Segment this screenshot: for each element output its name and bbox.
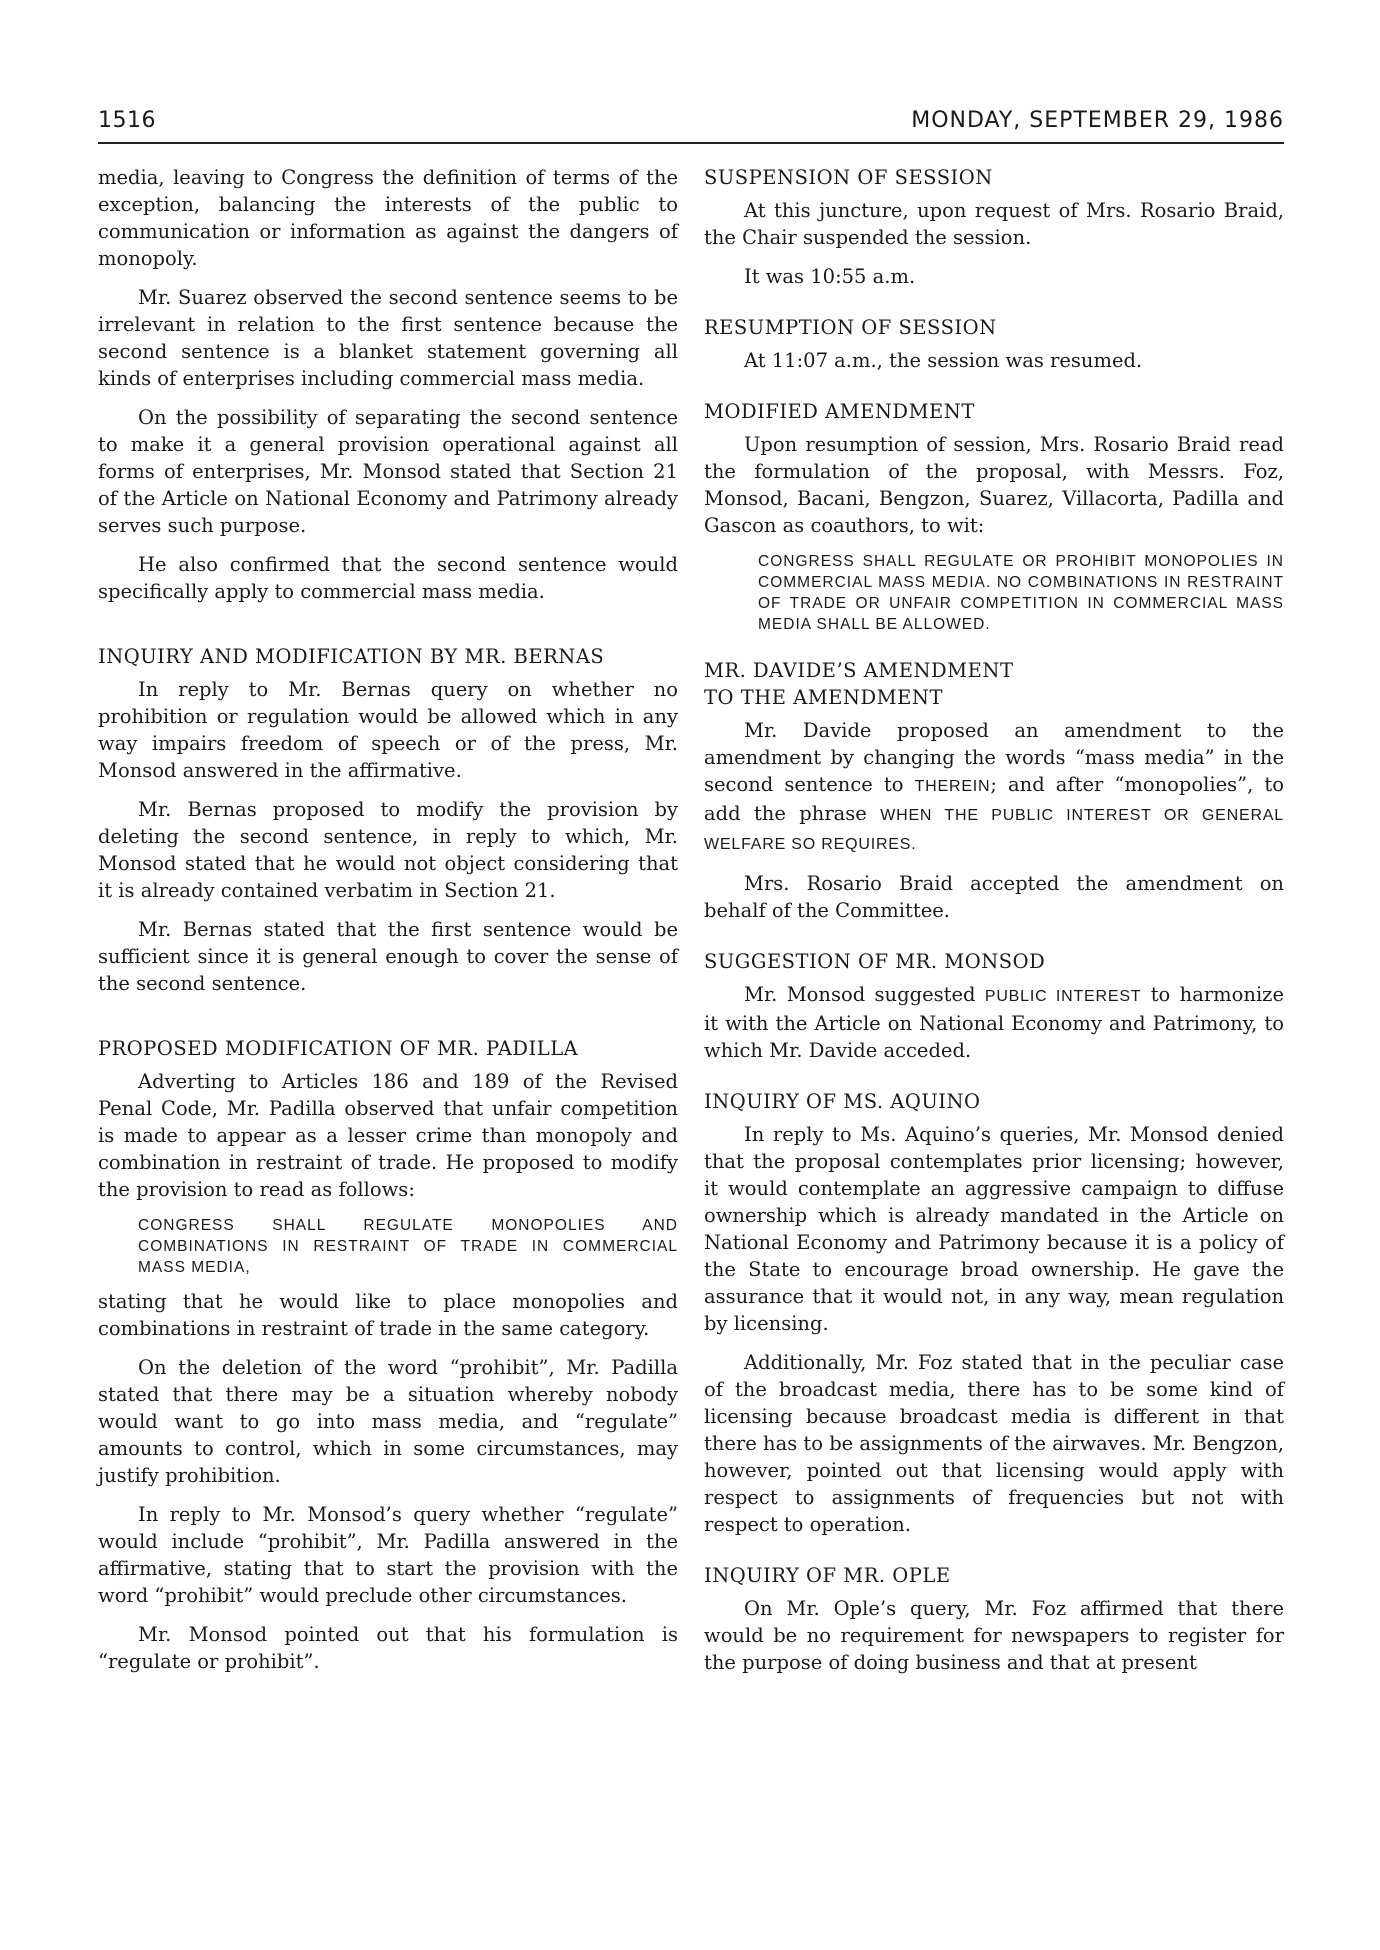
paragraph: Adverting to Articles 186 and 189 of the Revised Penal Code, Mr. Padilla observed that unfair competition is made to appear as a lesser crime than monopoly and combination in restraint of trade. He proposed to modify the provision to read as follows: (98, 1070, 678, 1201)
paragraph: Mr. Bernas stated that the first sentence would be sufficient since it is general enough to cover the sense of the second sentence. (98, 918, 678, 995)
small-caps-text: PUBLIC INTEREST (984, 988, 1142, 1005)
section-heading: SUSPENSION OF SESSION (704, 166, 993, 189)
right-column (704, 164, 1284, 1688)
section-heading: INQUIRY OF MS. AQUINO (704, 1090, 981, 1113)
paragraph: On the deletion of the word “prohibit”, Mr. Padilla stated that there may be a situation whereby nobody would want to go into mass media, and “regulate” amounts to control, which in some circumstances, may justify prohibition. (98, 1356, 678, 1487)
paragraph: Mr. Bernas proposed to modify the provision by deleting the second sentence, in reply to which, Mr. Monsod stated that he would not object considering that it is already contained verbatim in Section 21. (98, 798, 678, 902)
section-heading: MODIFIED AMENDMENT (704, 400, 975, 423)
small-caps-text: THEREIN (914, 778, 991, 795)
paragraph: media, leaving to Congress the definition of terms of the exception, balancing the interests of the public to communication or information as against the dangers of monopoly. (98, 166, 678, 270)
paragraph: On the possibility of separating the second sentence to make it a general provision operational against all forms of enterprises, Mr. Monsod stated that Section 21 of the Article on National Economy and Patrimony already serves such purpose. (98, 406, 678, 537)
quoted-provision: CONGRESS SHALL REGULATE OR PROHIBIT MONOPOLIES IN COMMERCIAL MASS MEDIA. NO COMBINATIONS IN RESTRAINT OF TRADE OR UNFAIR COMPETITION IN COMMERCIAL MASS MEDIA SHALL BE ALLOWED. (758, 553, 1284, 633)
text-run: to harmonize it with the Article on National Economy and Patrimony, to which Mr. Davide acceded. (704, 983, 1284, 1062)
paragraph: He also confirmed that the second sentence would specifically apply to commercial mass media. (98, 553, 678, 603)
page-header (98, 102, 1284, 144)
paragraph: At this juncture, upon request of Mrs. Rosario Braid, the Chair suspended the session. (704, 199, 1284, 249)
section-heading: SUGGESTION OF MR. MONSOD (704, 950, 1046, 973)
section-heading: INQUIRY AND MODIFICATION BY MR. BERNAS (98, 645, 605, 668)
paragraph: In reply to Ms. Aquino’s queries, Mr. Monsod denied that the proposal contemplates prior licensing; however, it would contemplate an aggressive campaign to diffuse ownership which is already mandated in the Article on National Economy and Patrimony because it is a policy of the State to encourage broad ownership. He gave the assurance that it would not, in any way, mean regulation by licensing. (704, 1123, 1284, 1335)
paragraph: In reply to Mr. Bernas query on whether no prohibition or regulation would be allowed which in any way impairs freedom of speech or of the press, Mr. Monsod answered in the affirmative. (98, 678, 678, 782)
section-heading: RESUMPTION OF SESSION (704, 316, 997, 339)
page-date: MONDAY, SEPTEMBER 29, 1986 (911, 108, 1284, 133)
paragraph (704, 981, 1284, 1064)
text-run: Mr. Davide proposed an amendment to the amendment by changing the words “mass media” in the second sentence to (704, 719, 1284, 796)
paragraph: Mr. Monsod pointed out that his formulation is “regulate or prohibit”. (98, 1623, 678, 1673)
paragraph: It was 10:55 a.m. (744, 265, 916, 288)
paragraph: Additionally, Mr. Foz stated that in the peculiar case of the broadcast media, there has to be some kind of licensing because broadcast media is different in that there has to be assignments of the airwaves. Mr. Bengzon, however, pointed out that licensing would apply with respect to assignments of frequencies but not with respect to operation. (704, 1351, 1284, 1536)
paragraph: stating that he would like to place monopolies and combinations in restraint of trade in the same category. (98, 1290, 678, 1340)
paragraph: In reply to Mr. Monsod’s query whether “regulate” would include “prohibit”, Mr. Padilla answered in the affirmative, stating that to start the provision with the word “prohibit” would preclude other circumstances. (98, 1503, 678, 1607)
paragraph: Mr. Suarez observed the second sentence seems to be irrelevant in relation to the first sentence because the second sentence is a blanket statement governing all kinds of enterprises including commercial mass media. (98, 286, 678, 390)
paragraph: At 11:07 a.m., the session was resumed. (744, 349, 1143, 372)
small-caps-text: WHEN THE PUBLIC INTEREST OR GENERAL WELFARE SO REQUIRES. (704, 807, 1284, 853)
text-run: Mr. Monsod suggested (744, 983, 985, 1006)
paragraph: Upon resumption of session, Mrs. Rosario Braid read the formulation of the proposal, with Messrs. Foz, Monsod, Bacani, Bengzon, Suarez, Villacorta, Padilla and Gascon as coauthors, to wit: (704, 433, 1284, 537)
quoted-provision: CONGRESS SHALL REGULATE MONOPOLIES AND COMBINATIONS IN RESTRAINT OF TRADE IN COMMERCIAL MASS MEDIA, (138, 1217, 678, 1276)
section-heading: INQUIRY OF MR. OPLE (704, 1564, 951, 1587)
section-heading-continued: TO THE AMENDMENT (704, 686, 943, 709)
section-heading: PROPOSED MODIFICATION OF MR. PADILLA (98, 1037, 579, 1060)
left-column (98, 164, 678, 1687)
paragraph (704, 717, 1284, 858)
text-run: ; and after “monopolies”, to add the phrase (704, 773, 1284, 825)
page-number: 1516 (98, 108, 156, 133)
paragraph: Mrs. Rosario Braid accepted the amendment on behalf of the Committee. (704, 872, 1284, 922)
section-heading: MR. DAVIDE’S AMENDMENT (704, 659, 1014, 682)
paragraph: On Mr. Ople’s query, Mr. Foz affirmed that there would be no requirement for newspapers to register for the purpose of doing business and that at present (704, 1597, 1284, 1674)
